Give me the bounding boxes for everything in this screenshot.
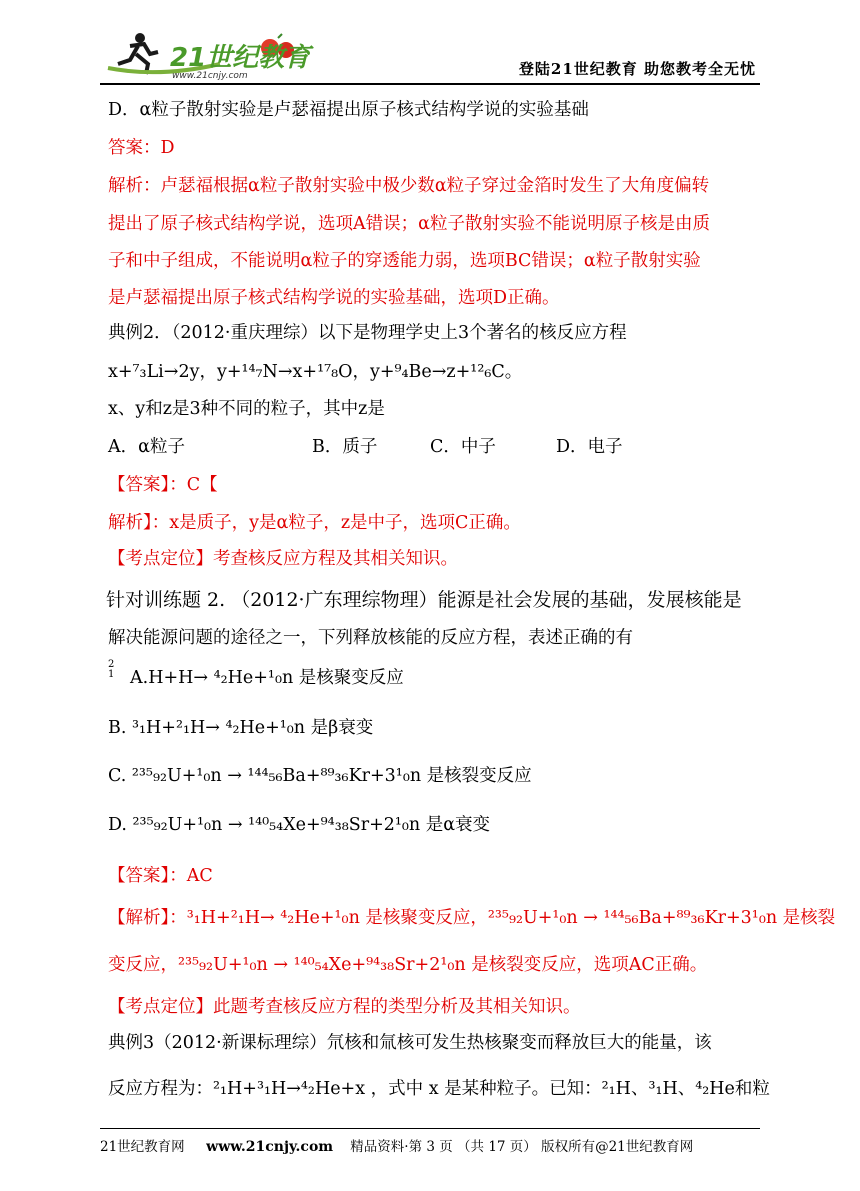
header-divider bbox=[100, 83, 760, 85]
analysis-line-1: 解析：卢瑟福根据α粒子散射实验中极少数α粒子穿过金箔时发生了大角度偏转 bbox=[108, 176, 710, 196]
example-3-equation: 反应方程为：²₁H+³₁H→⁴₂He+x ，式中 x 是某种粒子。已知：²₁H、³₁H、⁴₂He和粒 bbox=[108, 1079, 770, 1099]
page-header bbox=[100, 28, 760, 82]
training-option-b: B. ³₁H+²₁H→ ⁴₂He+¹₀n 是β衰变 bbox=[108, 718, 374, 738]
example-2-title: 典例2．（2012·重庆理综）以下是物理学史上3个著名的核反应方程 bbox=[108, 323, 627, 343]
site-logo bbox=[100, 28, 330, 82]
example-3-title: 典例3（2012·新课标理综）氘核和氚核可发生热核聚变而释放巨大的能量，该 bbox=[108, 1033, 712, 1053]
option-a: A．α粒子 bbox=[108, 437, 185, 457]
analysis-2-line: 解析】：x是质子，y是α粒子，z是中子，选项C正确。 bbox=[108, 513, 521, 533]
question-line: x、y和z是3种不同的粒子，其中z是 bbox=[108, 399, 385, 419]
key-point-3-line: 【考点定位】此题考查核反应方程的类型分析及其相关知识。 bbox=[108, 997, 581, 1017]
training-option-d: D. ²³⁵₉₂U+¹₀n → ¹⁴⁰₅₄Xe+⁹⁴₃₈Sr+2¹₀n 是α衰变 bbox=[108, 815, 491, 835]
answer-3-line: 【答案】：AC bbox=[108, 866, 213, 886]
equation-line: x+⁷₃Li→2y，y+¹⁴₇N→x+¹⁷₈O，y+⁹₄Be→z+¹²₆C。 bbox=[108, 362, 523, 382]
training-option-c: C. ²³⁵₉₂U+¹₀n → ¹⁴⁴₅₆Ba+⁸⁹₃₆Kr+3¹₀n 是核裂变反应 bbox=[108, 766, 532, 786]
answer-2-line: 【答案】：C【 bbox=[108, 475, 218, 495]
analysis-3-line-1: 【解析】：³₁H+²₁H→ ⁴₂He+¹₀n 是核聚变反应，²³⁵₉₂U+¹₀n → ¹⁴⁴₅₆Ba+⁸⁹₃₆Kr+3¹₀n 是核裂 bbox=[108, 908, 836, 928]
key-point-2-line: 【考点定位】考查核反应方程及其相关知识。 bbox=[108, 549, 458, 569]
analysis-line-4: 是卢瑟福提出原子核式结构学说的实验基础，选项D正确。 bbox=[108, 288, 560, 308]
page-footer bbox=[100, 1128, 760, 1155]
svg-text:21世纪教育: 21世纪教育 bbox=[170, 43, 311, 73]
footer-right: 精品资料·第 3 页 （共 17 页） 版权所有@21世纪教育网 bbox=[350, 1139, 694, 1155]
analysis-3-line-2: 变反应，²³⁵₉₂U+¹₀n → ¹⁴⁰₅₄Xe+⁹⁴₃₈Sr+2¹₀n 是核裂变反应，选项AC正确。 bbox=[108, 955, 708, 975]
training-2-title: 针对训练题 2. （2012·广东理综物理）能源是社会发展的基础，发展核能是 bbox=[106, 589, 742, 611]
analysis-line-3: 子和中子组成，不能说明α粒子的穿透能力弱，选项BC错误；α粒子散射实验 bbox=[108, 251, 701, 271]
header-slogan: 登陆21世纪教育 助您教考全无忧 bbox=[518, 60, 756, 78]
footer-site-link[interactable]: www.21cnjy.com bbox=[206, 1139, 334, 1155]
option-d: D．电子 bbox=[556, 437, 623, 457]
option-c: C．中子 bbox=[430, 437, 496, 457]
option-b: B．质子 bbox=[312, 437, 378, 457]
svg-text:www.21cnjy.com: www.21cnjy.com bbox=[172, 71, 248, 81]
footer-left: 21世纪教育网 bbox=[100, 1139, 185, 1155]
training-2-question: 解决能源问题的途径之一，下列释放核能的反应方程，表述正确的有 bbox=[108, 628, 633, 648]
stray-index-marker: 2 1 bbox=[108, 659, 115, 680]
answer-line: 答案：D bbox=[108, 138, 175, 158]
option-d-line: D．α粒子散射实验是卢瑟福提出原子核式结构学说的实验基础 bbox=[108, 100, 589, 120]
analysis-line-2: 提出了原子核式结构学说，选项A错误；α粒子散射实验不能说明原子核是由质 bbox=[108, 214, 710, 234]
training-option-a: A.H+H→ ⁴₂He+¹₀n 是核聚变反应 bbox=[130, 668, 404, 688]
